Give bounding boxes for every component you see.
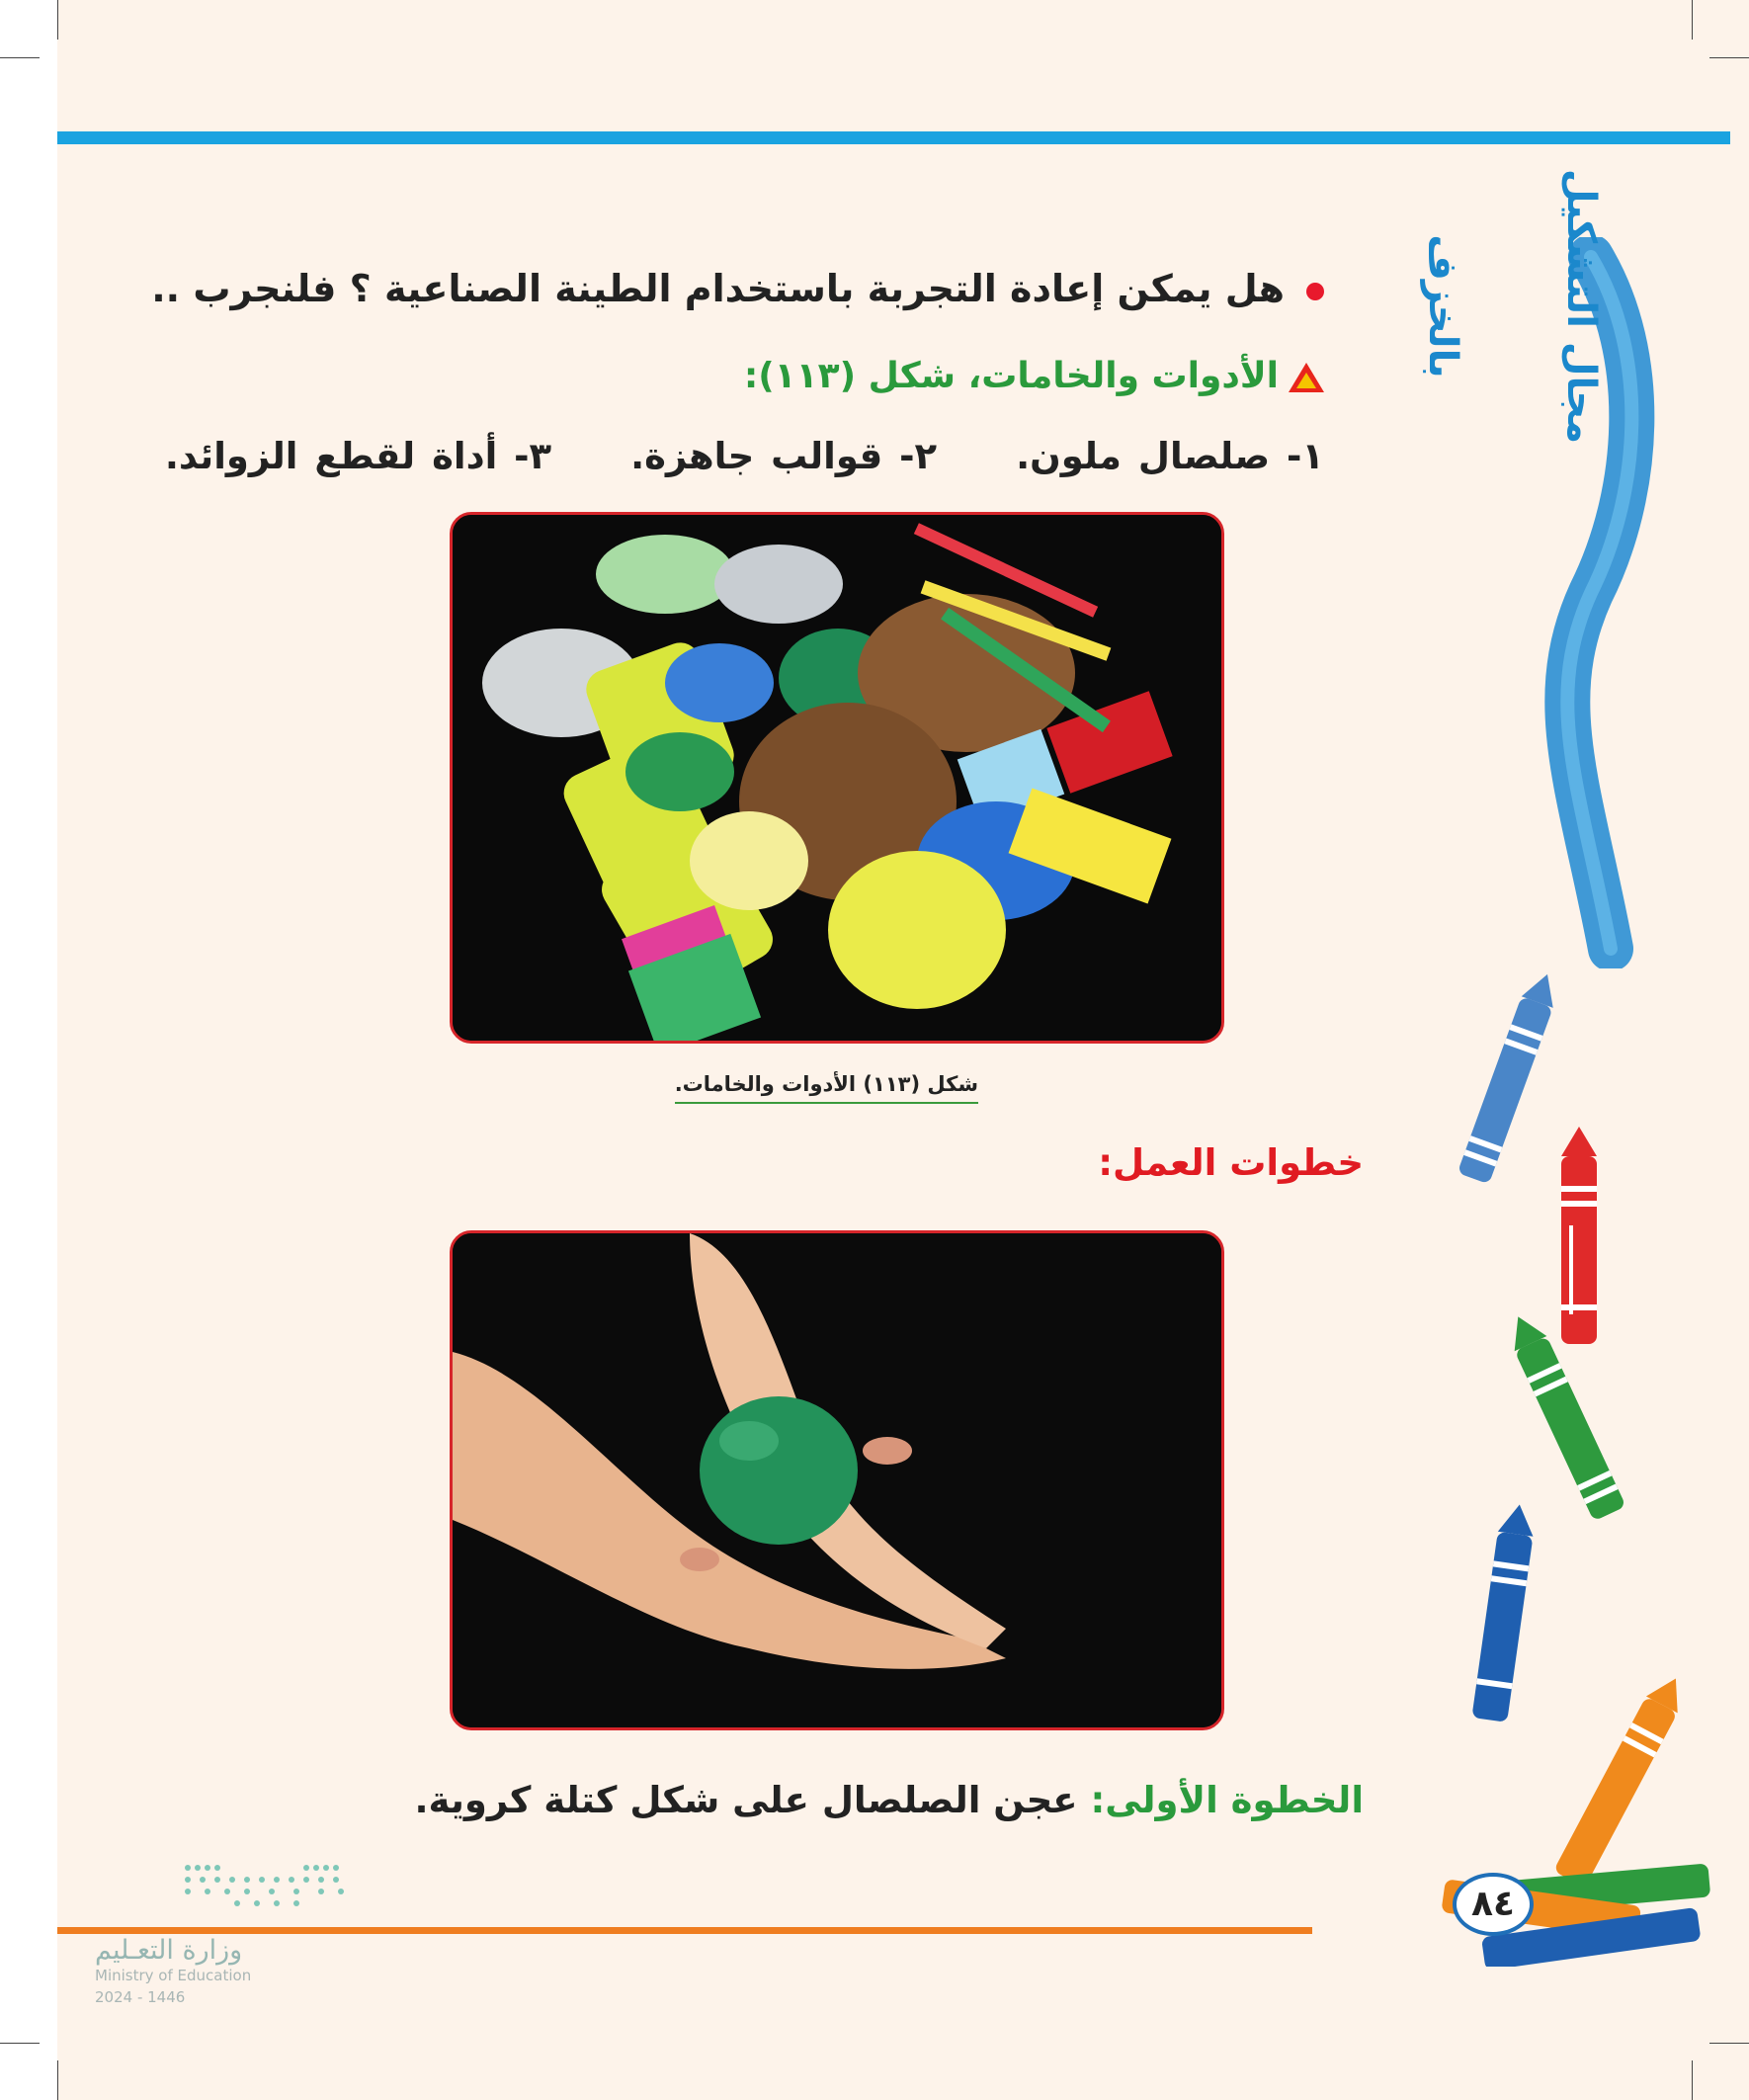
- step-one: [414, 1779, 1364, 1821]
- question-text: هل يمكن إعادة التجربة باستخدام الطينة الصناعية ؟ فلنجرب ..: [151, 267, 1285, 310]
- crayon-blue-light-icon: [1458, 968, 1563, 1184]
- crop-mark: [1709, 57, 1749, 58]
- list-item: ٣- أداة لقطع الزوائد.: [164, 435, 552, 477]
- steps-heading: خطوات العمل:: [1098, 1141, 1364, 1184]
- ministry-name-english: Ministry of Education: [95, 1967, 252, 1984]
- list-item: ٢- قوالب جاهزة.: [630, 435, 938, 477]
- crayon-blue-icon: [1471, 1502, 1537, 1722]
- tools-heading-text: الأدوات والخامات، شكل (١١٣):: [743, 356, 1279, 396]
- crop-mark: [0, 57, 40, 58]
- ministry-name-arabic: وزارة التعـليم: [95, 1935, 243, 1966]
- bullet-icon: [1306, 283, 1324, 300]
- tools-list: [165, 435, 1324, 477]
- edition-year: 2024 - 1446: [95, 1988, 186, 2006]
- step-one-text: عجن الصلصال على شكل كتلة كروية.: [414, 1779, 1078, 1821]
- crop-mark: [57, 2060, 58, 2100]
- tools-heading: [744, 356, 1324, 396]
- crop-mark: [1692, 2060, 1693, 2100]
- figure-caption: شكل (١١٣) الأدوات والخامات.: [675, 1072, 978, 1104]
- crop-mark: [1692, 0, 1693, 40]
- question-line: [151, 267, 1324, 310]
- list-item: ١- صلصال ملون.: [1016, 435, 1324, 477]
- page-number: ٨٤: [1453, 1873, 1534, 1936]
- side-title: مجال التشكيل بالخزف: [1420, 168, 1604, 445]
- crayons-decoration: [1423, 949, 1719, 1967]
- top-rule: [57, 131, 1730, 144]
- step-one-label: الخطوة الأولى:: [1090, 1779, 1364, 1821]
- crop-mark: [0, 2043, 40, 2044]
- ministry-logo-icon: [178, 1860, 351, 1909]
- crayon-orange-icon: [1553, 1670, 1692, 1888]
- photo-kneading-clay: [450, 1230, 1224, 1730]
- crop-mark: [57, 0, 58, 40]
- crop-mark: [1709, 2043, 1749, 2044]
- warning-triangle-icon: [1289, 363, 1324, 392]
- crayon-red-icon: [1561, 1127, 1597, 1344]
- photo-tools-materials: [450, 512, 1224, 1044]
- bottom-rule: [57, 1927, 1312, 1934]
